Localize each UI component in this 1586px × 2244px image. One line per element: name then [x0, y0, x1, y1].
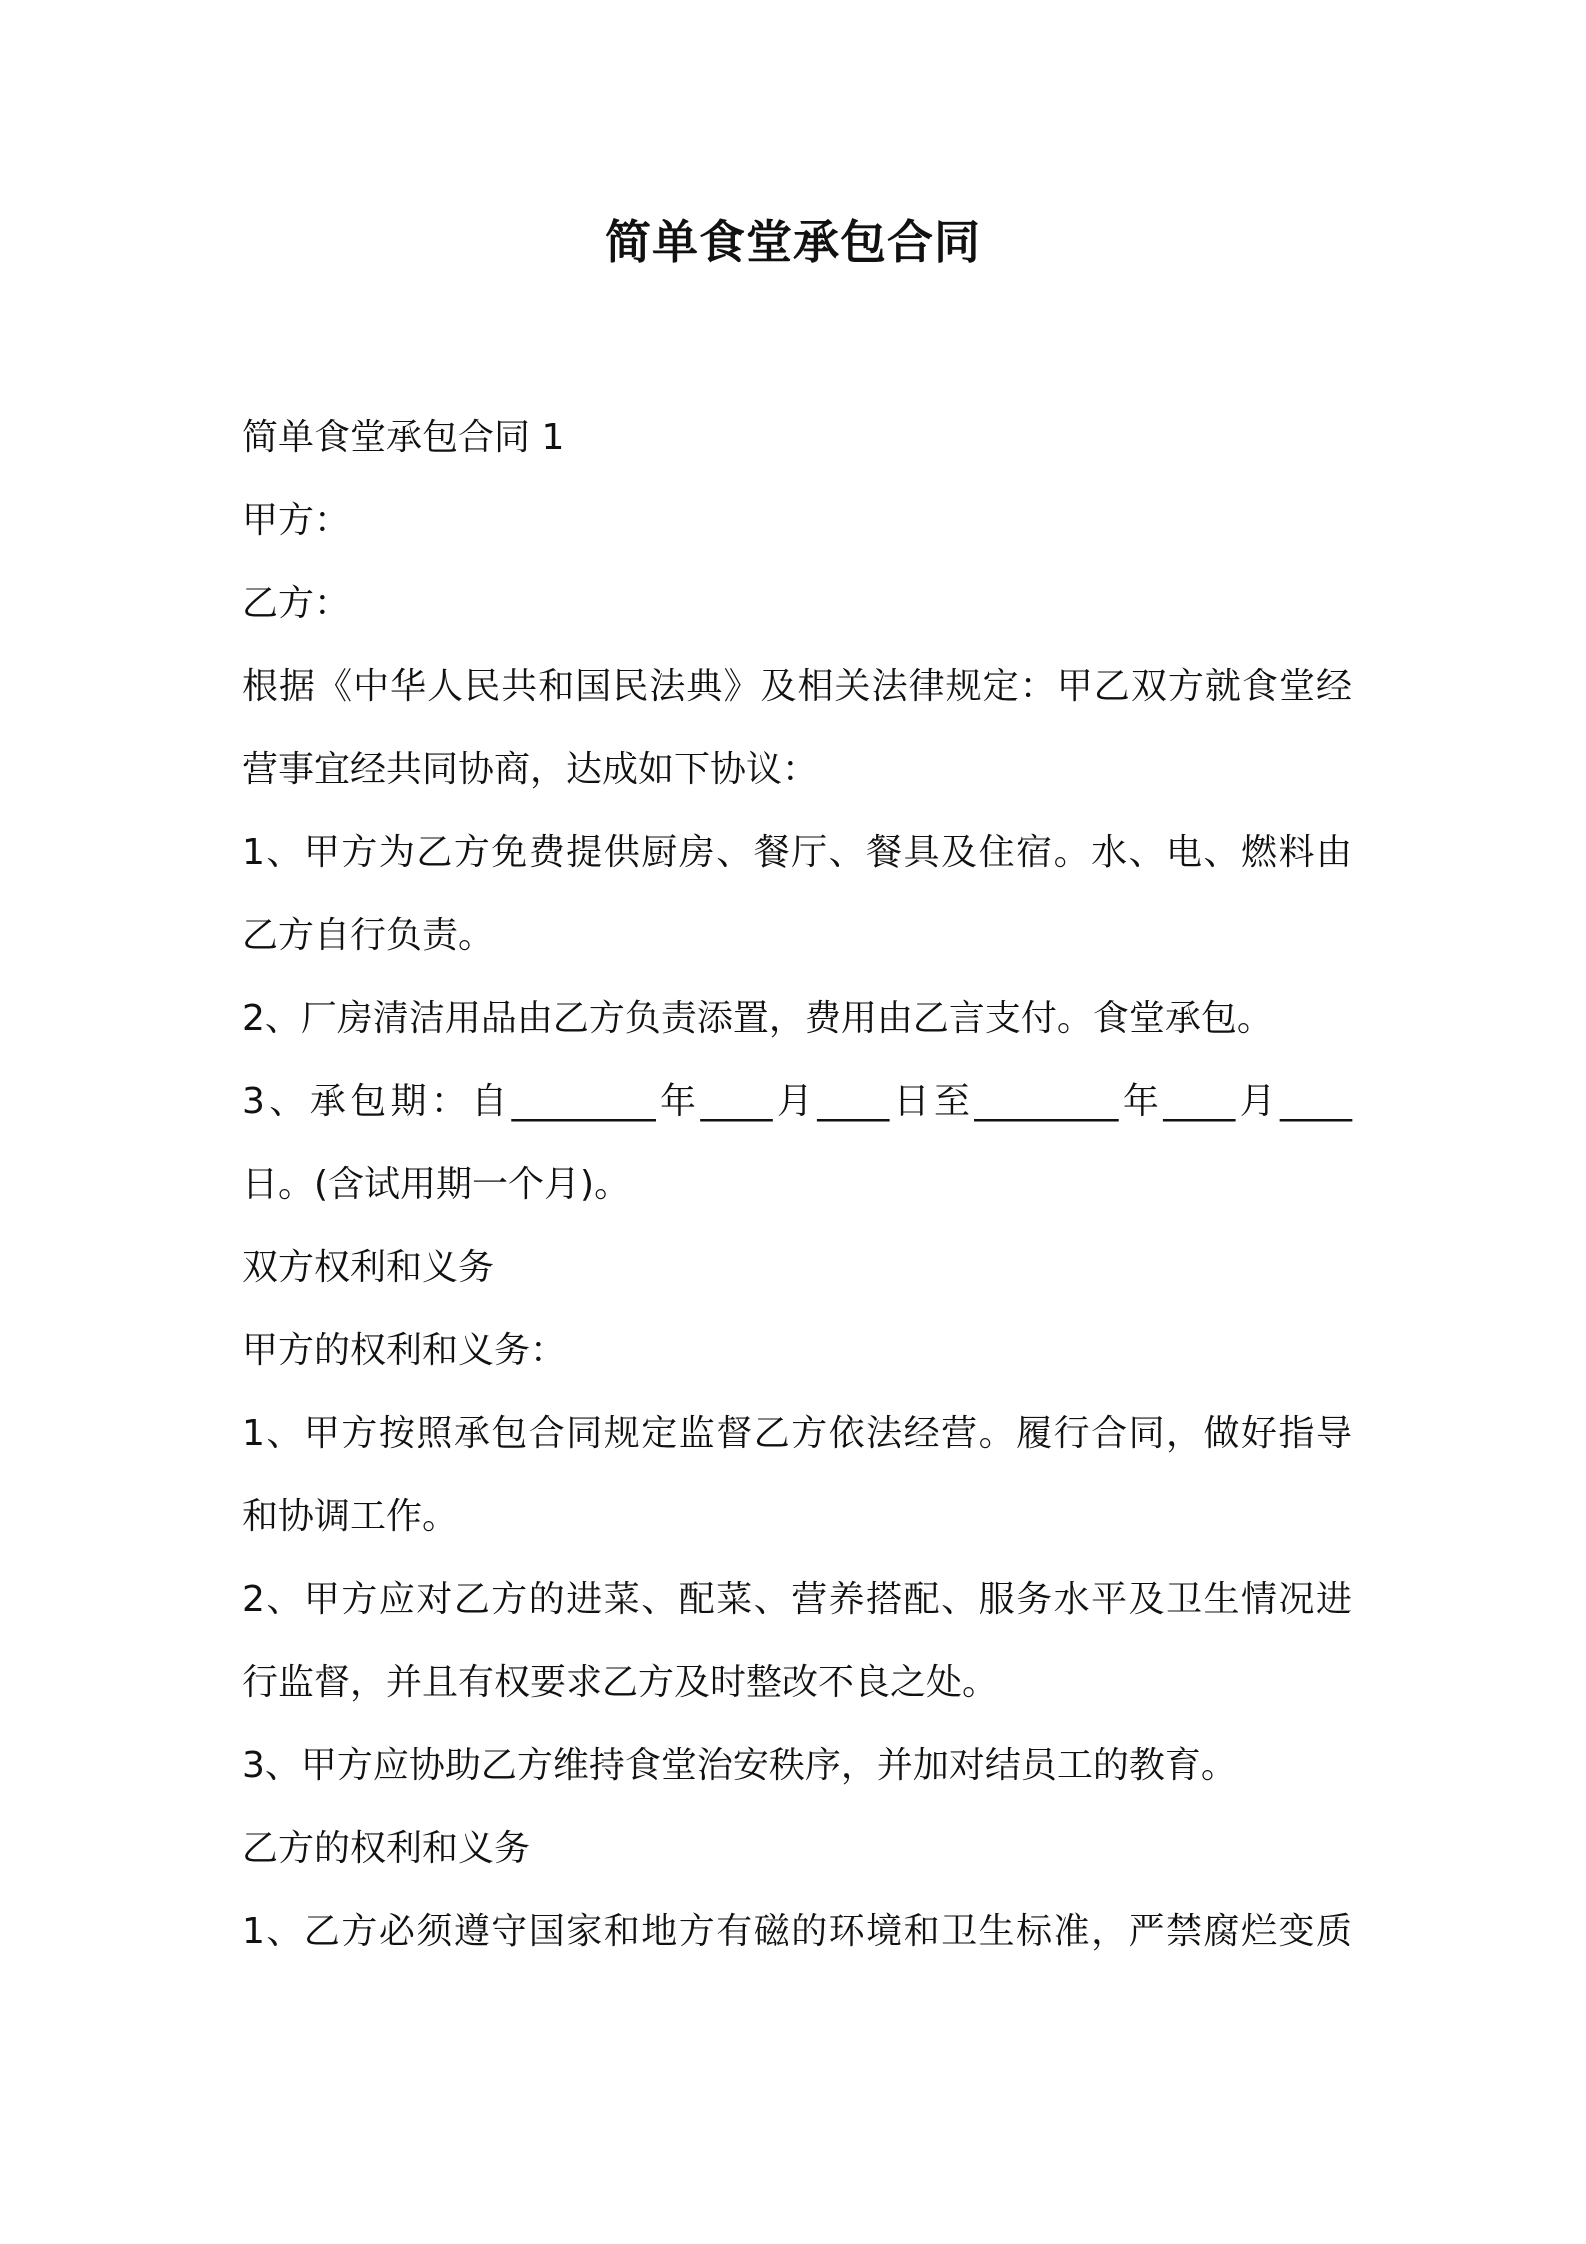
paragraph-line: 2、厂房清洁用品由乙方负责添置，费用由乙言支付。食堂承包。	[242, 998, 1273, 1039]
document-title: 简单食堂承包合同	[605, 215, 981, 269]
document-body	[242, 408, 1352, 1985]
paragraph-line: 乙方自行负责。	[242, 915, 495, 956]
paragraph-line: 2、甲方应对乙方的进菜、配菜、营养搭配、服务水平及卫生情况进	[242, 1579, 1352, 1620]
paragraph-line: 日。(含试用期一个月)。	[242, 1164, 631, 1205]
paragraph-line: 1、甲方按照承包合同规定监督乙方依法经营。履行合同，做好指导	[242, 1413, 1352, 1454]
section-heading: 简单食堂承包合同 1	[242, 417, 565, 458]
paragraph-line: 营事宜经共同协商，达成如下协议：	[242, 749, 819, 790]
party-b-line: 乙方：	[242, 583, 351, 624]
paragraph-line: 1、乙方必须遵守国家和地方有磁的环境和卫生标准，严禁腐烂变质	[242, 1911, 1352, 1952]
paragraph-line: 行监督，并且有权要求乙方及时整改不良之处。	[242, 1662, 999, 1703]
paragraph-line: 根据《中华人民共和国民法典》及相关法律规定：甲乙双方就食堂经	[242, 666, 1352, 707]
paragraph-line: 3、承包期：自________年____月____日至________年____月____	[242, 1081, 1352, 1122]
paragraph-line: 和协调工作。	[242, 1496, 459, 1537]
paragraph-line: 1、甲方为乙方免费提供厨房、餐厅、餐具及住宿。水、电、燃料由	[242, 832, 1352, 873]
section-heading: 乙方的权利和义务	[242, 1828, 531, 1869]
party-a-line: 甲方：	[242, 500, 351, 541]
paragraph-line: 3、甲方应协助乙方维持食堂治安秩序，并加对结员工的教育。	[242, 1745, 1237, 1786]
section-heading: 甲方的权利和义务：	[242, 1330, 567, 1371]
section-heading: 双方权利和义务	[242, 1247, 495, 1288]
